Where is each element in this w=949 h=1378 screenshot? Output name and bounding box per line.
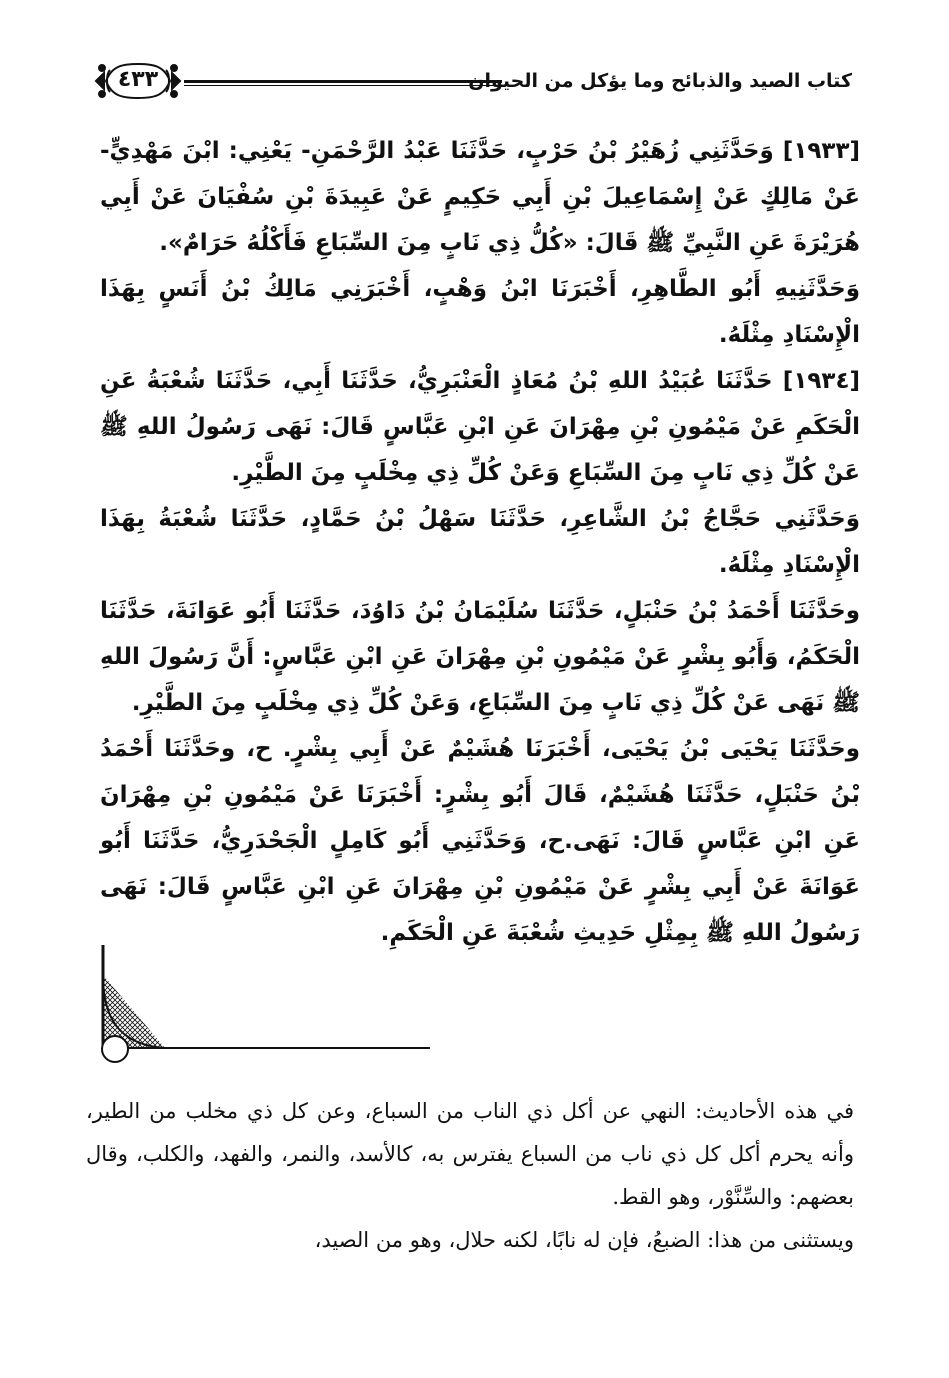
hadith-paragraph: وَحَدَّثَنِيهِ أَبُو الطَّاهِرِ، أَخْبَرَنَا ابْنُ وَهْبٍ، أَخْبَرَنِي مَالِكُ بْنُ أَنَسٍ بِهَذَا الْإِسْنَادِ مِثْلَهُ.	[100, 276, 860, 348]
hadith-text	[100, 128, 860, 956]
commentary-paragraph: في هذه الأحاديث: النهي عن أكل ذي الناب من السباع، وعن كل ذي مخلب من الطير، وأنه يحرم أكل كل ذي ناب من السباع يفترس به، كالأسد، والنمر، والفهد، والكلب، وقال بعضهم: والسِّنَّوْر، وهو القط.	[86, 1099, 854, 1209]
hadith-paragraph: [١٩٣٣] وَحَدَّثَنِي زُهَيْرُ بْنُ حَرْبٍ، حَدَّثَنَا عَبْدُ الرَّحْمَنِ- يَعْنِي: ابْنَ مَهْدِيٍّ- عَنْ مَالِكٍ عَنْ إِسْمَاعِيلَ بْنِ أَبِي حَكِيمٍ عَنْ عَبِيدَةَ بْنِ سُفْيَانَ عَنْ أَبِي هُرَيْرَةَ عَنِ النَّبِيِّ ﷺ قَالَ: «كُلُّ ذِي نَابٍ مِنَ السِّبَاعِ فَأَكْلُهُ حَرَامٌ».	[100, 138, 860, 256]
hadith-paragraph: [١٩٣٤] حَدَّثَنَا عُبَيْدُ اللهِ بْنُ مُعَاذٍ الْعَنْبَرِيُّ، حَدَّثَنَا أَبِي، حَدَّثَنَا شُعْبَةُ عَنِ الْحَكَمِ عَنْ مَيْمُونِ بْنِ مِهْرَانَ عَنِ ابْنِ عَبَّاسٍ قَالَ: نَهَى رَسُولُ اللهِ ﷺ عَنْ كُلِّ ذِي نَابٍ مِنَ السِّبَاعِ وَعَنْ كُلِّ ذِي مِخْلَبٍ مِنَ الطَّيْرِ.	[100, 368, 860, 486]
commentary-text	[86, 1090, 854, 1262]
hadith-paragraph: وَحَدَّثَنِي حَجَّاجُ بْنُ الشَّاعِرِ، حَدَّثَنَا سَهْلُ بْنُ حَمَّادٍ، حَدَّثَنَا شُعْبَةُ بِهَذَا الْإِسْنَادِ مِثْلَهُ.	[100, 506, 860, 578]
hadith-paragraph: وحَدَّثَنَا يَحْيَى بْنُ يَحْيَى، أَخْبَرَنَا هُشَيْمٌ عَنْ أَبِي بِشْرٍ. ح، وحَدَّثَنَا أَحْمَدُ بْنُ حَنْبَلٍ، حَدَّثَنَا هُشَيْمٌ، قَالَ أَبُو بِشْرٍ: أَخْبَرَنَا عَنْ مَيْمُونِ بْنِ مِهْرَانَ عَنِ ابْنِ عَبَّاسٍ قَالَ: نَهَى.ح، وَحَدَّثَنِي أَبُو كَامِلٍ الْجَحْدَرِيُّ، حَدَّثَنَا أَبُو عَوَانَةَ عَنْ أَبِي بِشْرٍ عَنْ مَيْمُونِ بْنِ مِهْرَانَ عَنِ ابْنِ عَبَّاسٍ قَالَ: نَهَى رَسُولُ اللهِ ﷺ بِمِثْلِ حَدِيثِ شُعْبَةَ عَنِ الْحَكَمِ.	[100, 736, 860, 946]
book-title: كتاب الصيد والذبائح وما يؤكل من الحيوان	[468, 70, 852, 92]
corner-ornament-icon	[95, 945, 430, 1075]
page-header	[92, 58, 852, 106]
page-number: ٤٣٣	[117, 67, 159, 92]
hadith-paragraph: وحَدَّثَنَا أَحْمَدُ بْنُ حَنْبَلٍ، حَدَّثَنَا سُلَيْمَانُ بْنُ دَاوُدَ، حَدَّثَنَا أَبُو عَوَانَةَ، حَدَّثَنَا الْحَكَمُ، وَأَبُو بِشْرٍ عَنْ مَيْمُونِ بْنِ مِهْرَانَ عَنِ ابْنِ عَبَّاسٍ: أَنَّ رَسُولَ اللهِ ﷺ نَهَى عَنْ كُلِّ ذِي نَابٍ مِنَ السِّبَاعِ، وَعَنْ كُلِّ ذِي مِخْلَبٍ مِنَ الطَّيْرِ.	[100, 598, 860, 716]
header-rule	[184, 80, 502, 86]
section-divider-ornament	[95, 945, 430, 1075]
commentary-paragraph: ويستثنى من هذا: الضبعُ، فإن له نابًا، لكنه حلال، وهو من الصيد،	[314, 1228, 854, 1252]
page-number-badge	[92, 58, 184, 104]
